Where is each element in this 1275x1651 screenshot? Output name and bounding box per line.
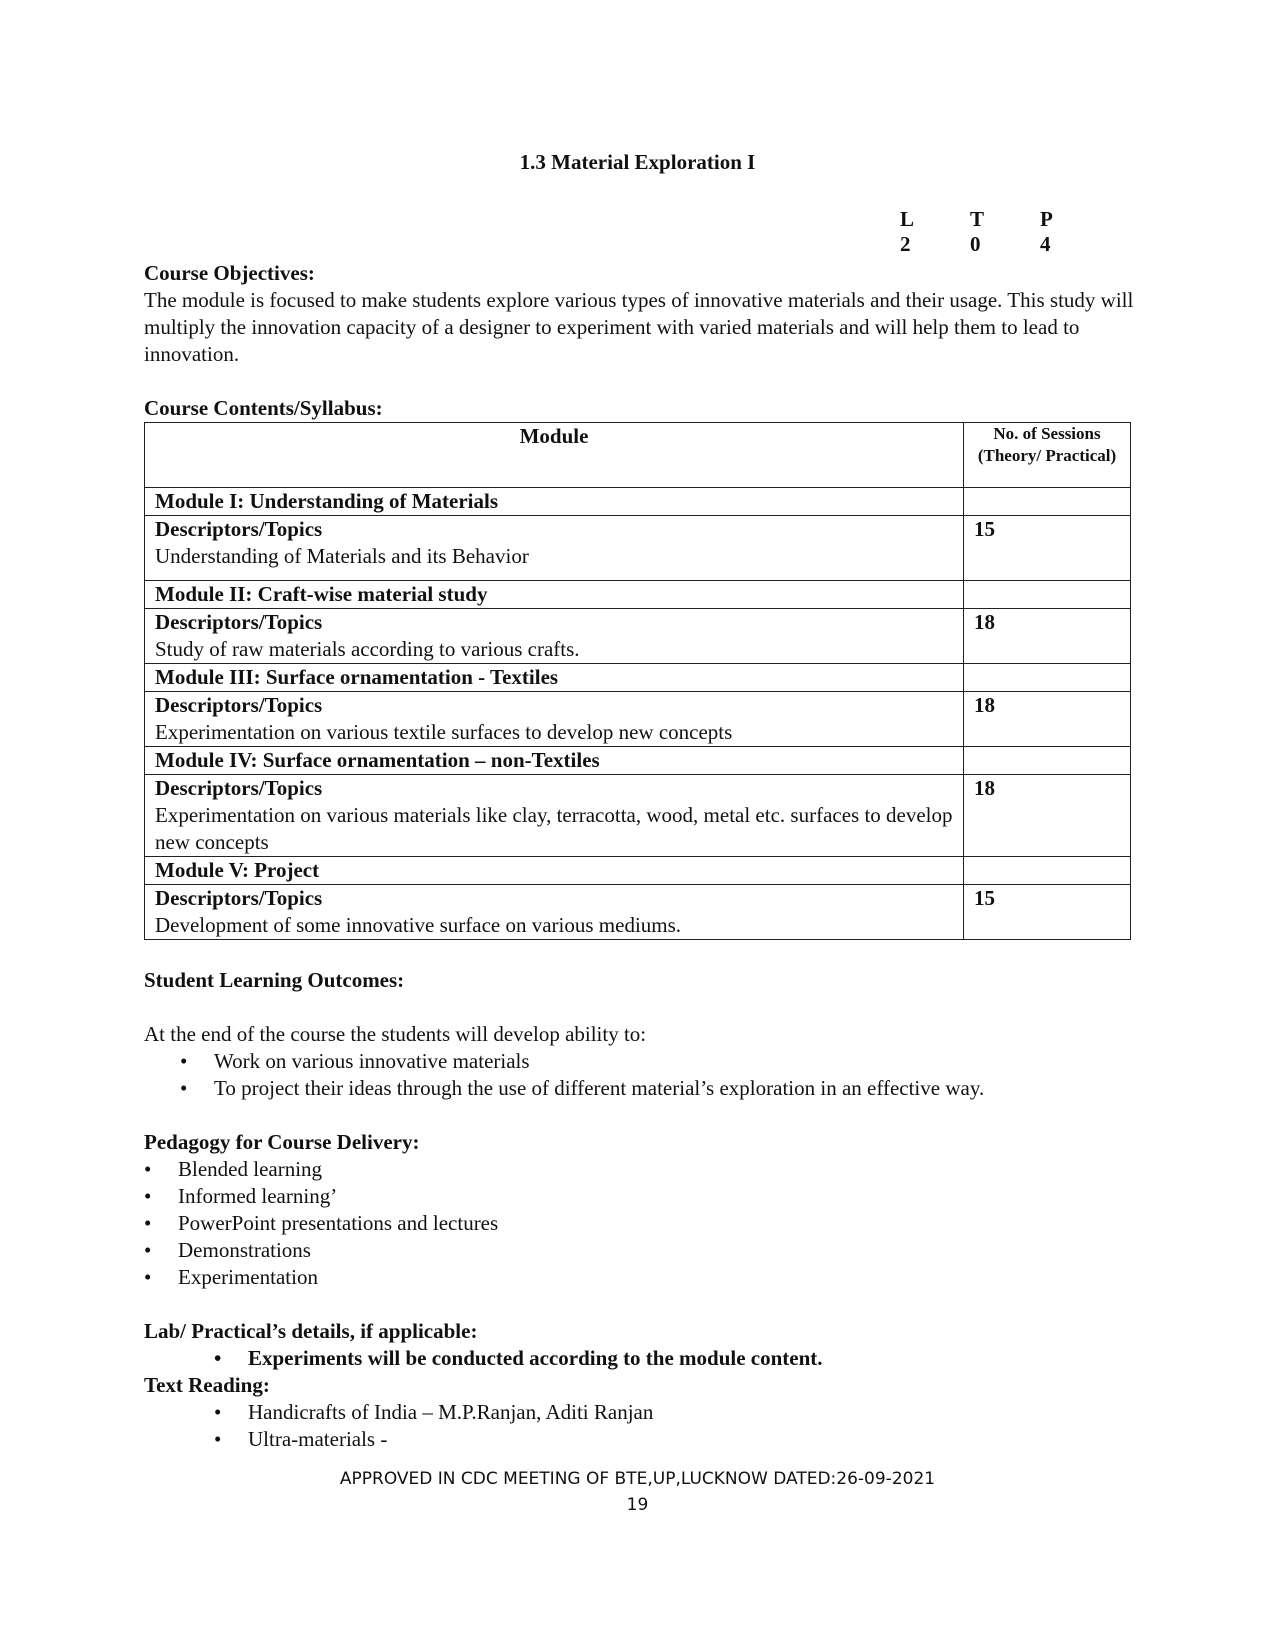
module-title-row <box>145 581 1131 609</box>
descriptor-text: Experimentation on various materials like clay, terracotta, wood, metal etc. surfaces to develop new concepts <box>155 803 953 854</box>
module-title: Module IV: Surface ornamentation – non-Textiles <box>145 747 964 775</box>
descriptor-text: Understanding of Materials and its Behavior <box>155 544 529 568</box>
list-item: • Experiments will be conducted according to the module content. <box>248 1345 1144 1372</box>
outcomes-list <box>144 1048 1144 1102</box>
descriptor-text: Experimentation on various textile surfaces to develop new concepts <box>155 720 733 744</box>
module-title: Module I: Understanding of Materials <box>145 488 964 516</box>
list-item: • To project their ideas through the use of different material’s exploration in an effective way. <box>214 1075 1144 1102</box>
ltp-header-l: L <box>900 207 915 231</box>
list-item: • Blended learning <box>178 1156 1144 1183</box>
module-title: Module V: Project <box>145 857 964 885</box>
approval-note: APPROVED IN CDC MEETING OF BTE,UP,LUCKNOW DATED:26-09-2021 <box>339 1469 936 1489</box>
list-item: • Handicrafts of India – M.P.Ranjan, Aditi Ranjan <box>248 1399 1144 1426</box>
objectives-text: The module is focused to make students explore various types of innovative materials and their usage. This study will multiply the innovation capacity of a designer to experiment with varied materials and will help them to lead to innovation. <box>144 288 1134 366</box>
session-count: 15 <box>964 885 1131 940</box>
ltp-value-l: 2 <box>900 232 911 256</box>
ltp-value-t: 0 <box>970 232 981 256</box>
column-header-sessions: No. of Sessions (Theory/ Practical) <box>964 423 1131 488</box>
session-count: 18 <box>964 775 1131 857</box>
session-count: 15 <box>964 516 1131 581</box>
ltp-header-t: T <box>970 207 985 231</box>
module-desc-row <box>145 775 1131 857</box>
list-item: • Experimentation <box>178 1264 1144 1291</box>
pedagogy-heading: Pedagogy for Course Delivery: <box>144 1130 420 1154</box>
page-number: 19 <box>626 1495 649 1515</box>
course-title: 1.3 Material Exploration I <box>519 150 756 174</box>
outcomes-heading: Student Learning Outcomes: <box>144 968 405 992</box>
session-count: 18 <box>964 609 1131 664</box>
column-header-module: Module <box>145 423 964 488</box>
descriptor-text: Study of raw materials according to various crafts. <box>155 637 580 661</box>
module-title-row <box>145 857 1131 885</box>
pedagogy-list <box>144 1156 1144 1291</box>
descriptor-label: Descriptors/Topics <box>155 776 323 800</box>
empty-cell <box>964 488 1131 516</box>
module-title: Module III: Surface ornamentation - Textiles <box>145 664 964 692</box>
empty-cell <box>964 857 1131 885</box>
descriptor-label: Descriptors/Topics <box>155 610 323 634</box>
module-desc-row <box>145 885 1131 940</box>
ltp-grid <box>900 207 1110 257</box>
ltp-value-p: 4 <box>1040 232 1051 256</box>
document-body <box>144 260 1144 1453</box>
list-item: • Ultra-materials - <box>248 1426 1144 1453</box>
reading-list <box>144 1399 1144 1453</box>
syllabus-table <box>144 422 1131 940</box>
descriptor-text: Development of some innovative surface on various mediums. <box>155 913 682 937</box>
outcomes-intro: At the end of the course the students will develop ability to: <box>144 1022 647 1046</box>
list-item: • Work on various innovative materials <box>214 1048 1144 1075</box>
module-desc-row <box>145 609 1131 664</box>
empty-cell <box>964 747 1131 775</box>
lab-heading: Lab/ Practical’s details, if applicable: <box>144 1319 478 1343</box>
module-title-row <box>145 747 1131 775</box>
module-title: Module II: Craft-wise material study <box>145 581 964 609</box>
lab-list <box>144 1345 1144 1372</box>
table-header-row <box>145 423 1131 488</box>
list-item: • Informed learning’ <box>178 1183 1144 1210</box>
descriptor-label: Descriptors/Topics <box>155 693 323 717</box>
descriptor-label: Descriptors/Topics <box>155 517 323 541</box>
session-count: 18 <box>964 692 1131 747</box>
syllabus-heading: Course Contents/Syllabus: <box>144 396 383 420</box>
page-footer <box>0 1466 1275 1518</box>
module-title-row <box>145 488 1131 516</box>
module-title-row <box>145 664 1131 692</box>
module-desc-row <box>145 692 1131 747</box>
empty-cell <box>964 581 1131 609</box>
module-desc-row <box>145 516 1131 581</box>
list-item: • PowerPoint presentations and lectures <box>178 1210 1144 1237</box>
descriptor-label: Descriptors/Topics <box>155 886 323 910</box>
objectives-heading: Course Objectives: <box>144 261 315 285</box>
ltp-header-p: P <box>1040 207 1053 231</box>
empty-cell <box>964 664 1131 692</box>
reading-heading: Text Reading: <box>144 1373 270 1397</box>
list-item: • Demonstrations <box>178 1237 1144 1264</box>
